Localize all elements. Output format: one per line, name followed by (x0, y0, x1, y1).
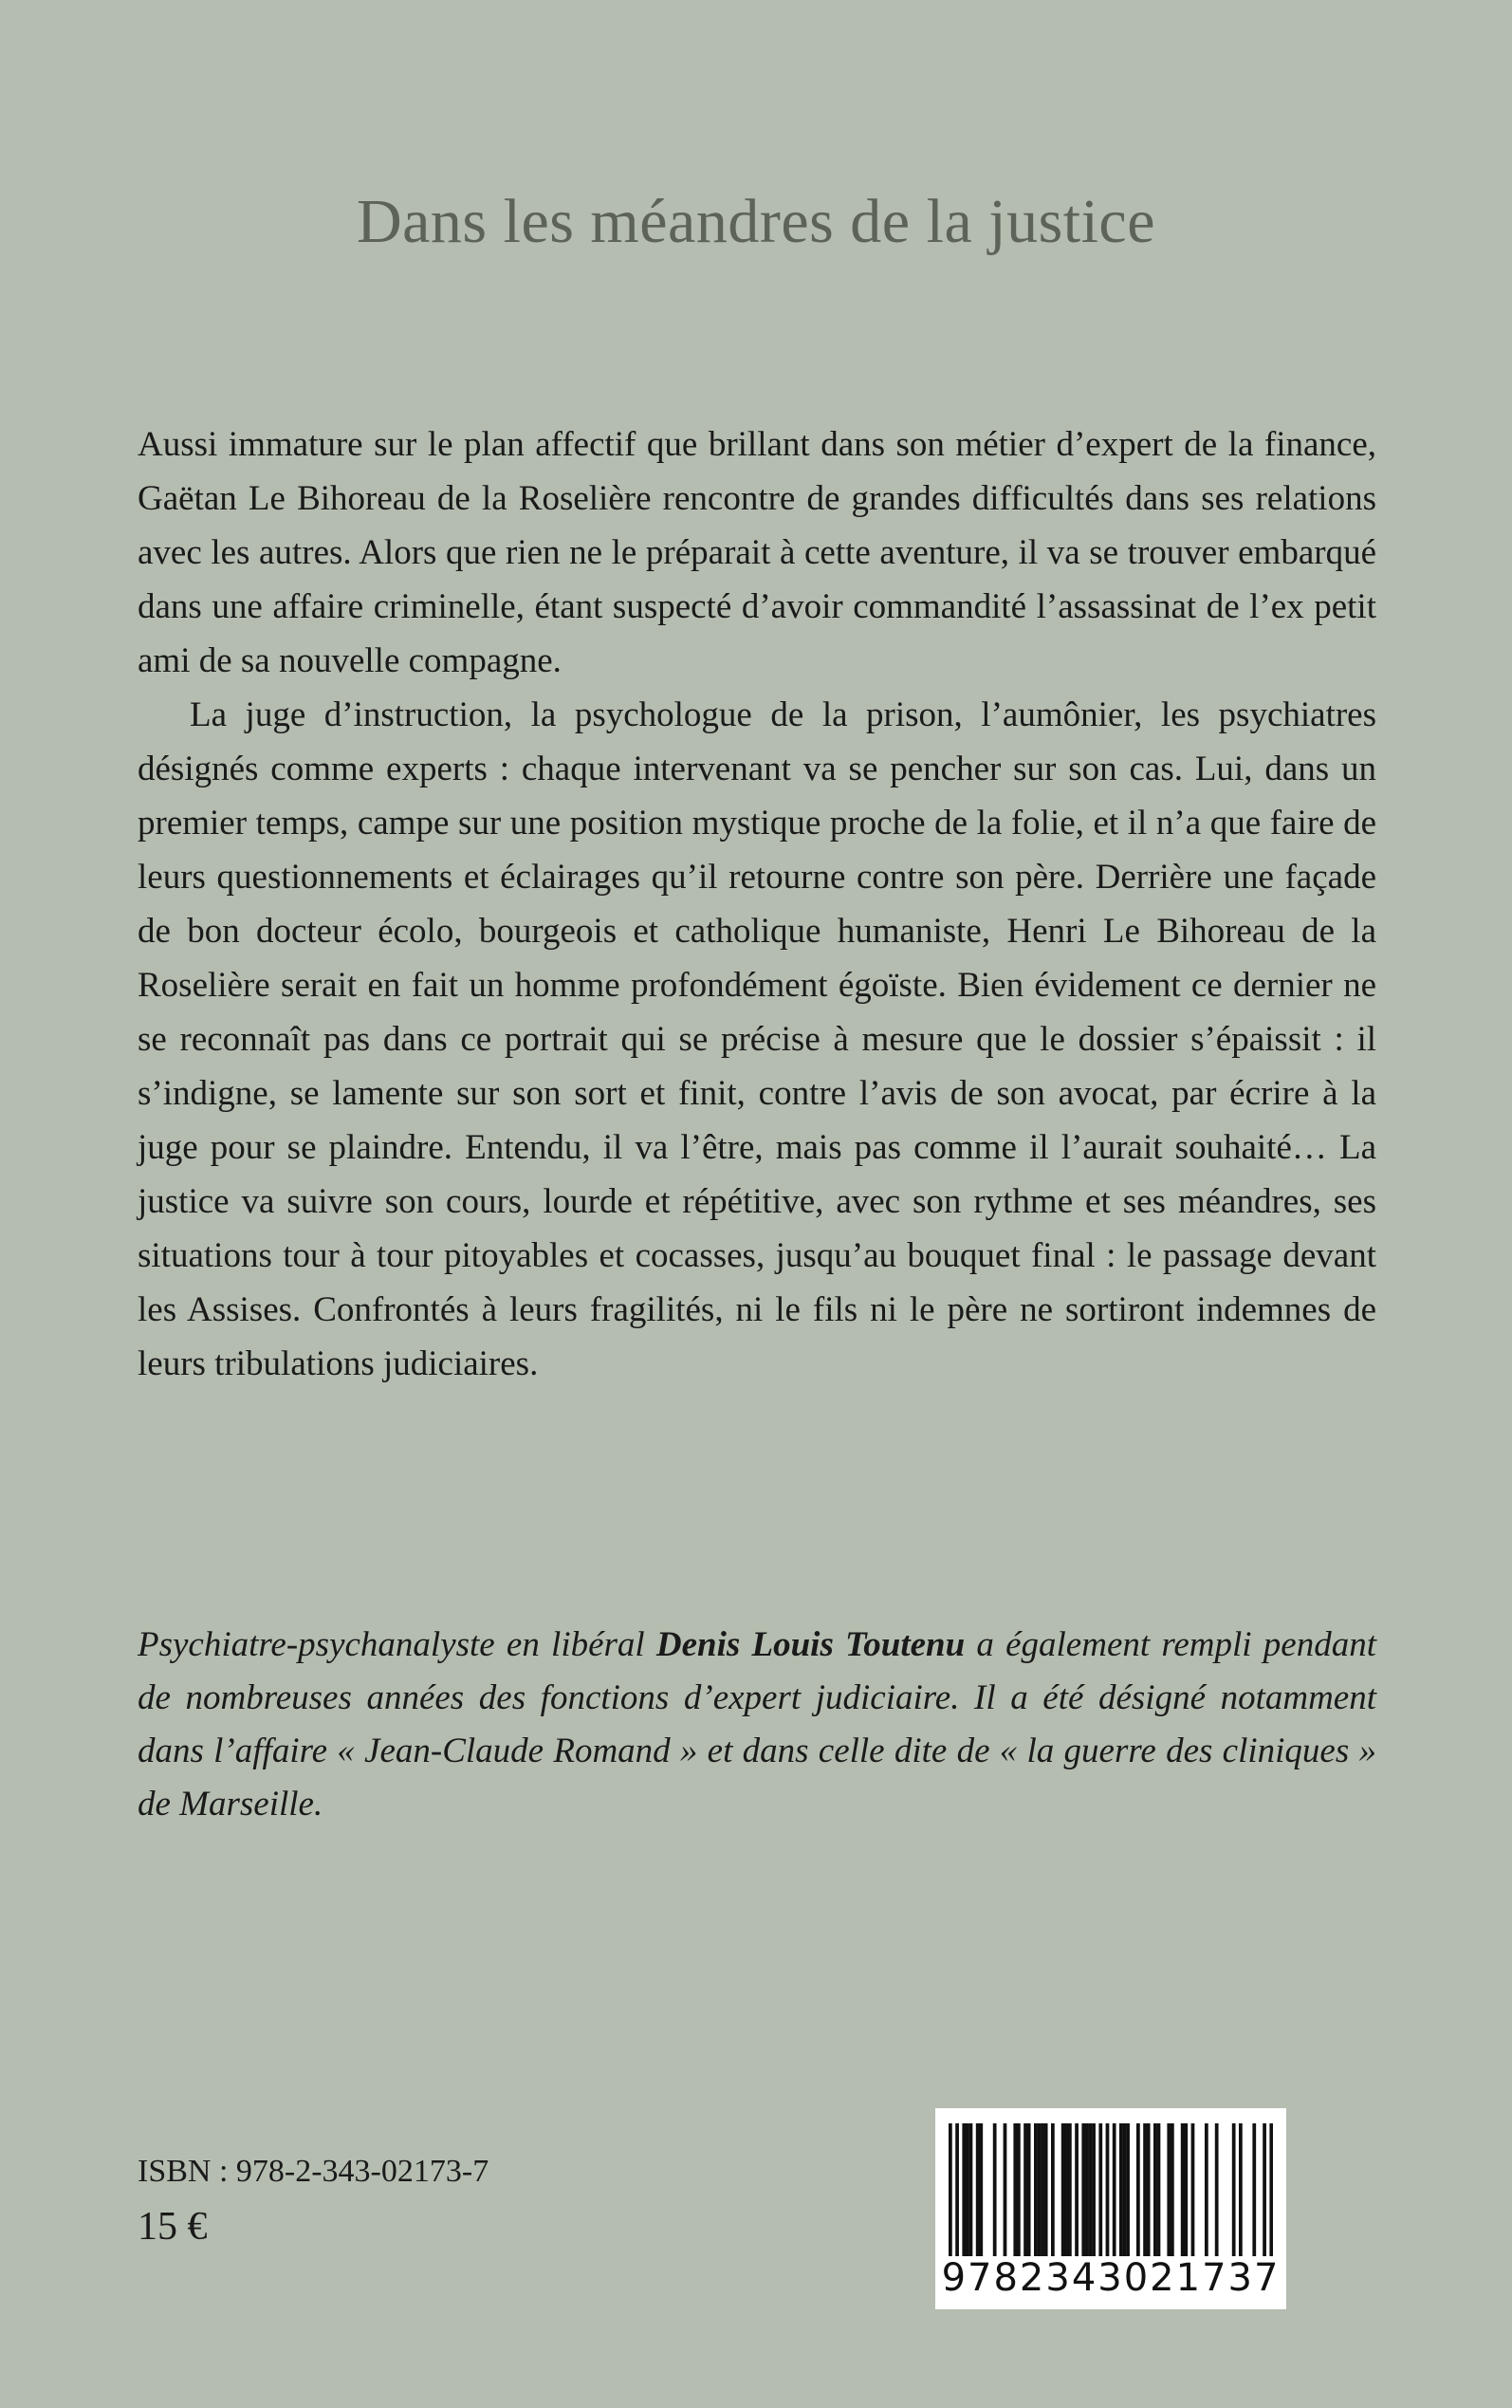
barcode-bar (1068, 2123, 1072, 2256)
barcode-bar (1041, 2123, 1044, 2256)
barcode-bar (962, 2123, 966, 2256)
barcode-bar (1038, 2123, 1042, 2256)
barcode-bar (1126, 2123, 1130, 2256)
barcode-bar (1232, 2123, 1236, 2256)
bio-rest: a également rempli pendant de nombreuses années des fonctions d’expert judiciaire. Il a été désigné notamment dans l’affaire « Jean-Claude Romand » et dans celle dite de « la guerre des cliniques » de Marseille. (138, 1625, 1376, 1824)
barcode-bar (949, 2123, 952, 2256)
barcode-bar (1143, 2123, 1147, 2256)
barcode-bar (1263, 2123, 1266, 2256)
barcode-bar (979, 2123, 983, 2256)
barcode-bar (1044, 2123, 1048, 2256)
barcode-bar (1123, 2123, 1127, 2256)
synopsis-paragraph-2: La juge d’instruction, la psychologue de la prison, l’aumônier, les psychiatres désignés comme experts : chaque intervenant va se pencher sur son cas. Lui, dans un premier temps, campe sur une position mystique proche de la folie, et il n’a que faire de leurs questionnements et éclairages qu’il retourne contre son père. Derrière une façade de bon docteur écolo, bourgeois et catholique humaniste, Henri Le Bihoreau de la Roselière serait en fait un homme profondément égoïste. Bien évidement ce dernier ne se reconnaît pas dans ce portrait qui se précise à mesure que le dossier s’épaissit : il s’indigne, se lamente sur son sort et finit, contre l’avis de son avocat, par écrire à la juge pour se plaindre. Entendu, il va l’être, mais pas comme il l’aurait souhaité… La justice va suivre son cours, lourde et répétitive, avec son rythme et ses méandres, ses situations tour à tour pitoyables et cocasses, jusqu’au bouquet final : le passage devant les Assises. Confrontés à leurs fragilités, ni le fils ni le père ne sortiront indemnes de leurs tribulations judiciaires. (138, 695, 1376, 1383)
barcode (935, 2108, 1286, 2309)
author-name: Denis Louis Toutenu (655, 1625, 966, 1664)
barcode-bar (969, 2123, 973, 2256)
barcode-bar (1051, 2123, 1055, 2256)
barcode-bar (1153, 2123, 1157, 2256)
barcode-bar (1061, 2123, 1065, 2256)
barcode-bars (949, 2123, 1273, 2256)
barcode-bar (1136, 2123, 1140, 2256)
barcode-bar (1027, 2123, 1031, 2256)
barcode-bar (1089, 2123, 1093, 2256)
barcode-bar (993, 2123, 997, 2256)
barcode-bar (966, 2123, 969, 2256)
isbn-label: ISBN : 978-2-343-02173-7 (138, 2154, 489, 2189)
barcode-bar (1157, 2123, 1161, 2256)
author-bio (138, 1619, 1376, 1831)
synopsis-paragraph-1: Aussi immature sur le plan affectif que brillant dans son métier d’expert de la finance, Gaëtan Le Bihoreau de la Roselière rencontre de grandes difficultés dans ses relations avec les autres. Alors que rien ne le préparait à cette aventure, il va se trouver embarqué dans une affaire criminelle, étant suspecté d’avoir commandité l’assassinat de l’ex petit ami de sa nouvelle compagne. (138, 425, 1376, 680)
synopsis (138, 417, 1376, 1391)
barcode-bar (1167, 2123, 1171, 2256)
barcode-bar (1081, 2123, 1085, 2256)
barcode-bar (955, 2123, 959, 2256)
barcode-bar (1191, 2123, 1195, 2256)
barcode-bar (976, 2123, 980, 2256)
barcode-bar (1147, 2123, 1151, 2256)
book-title: Dans les méandres de la justice (356, 187, 1156, 256)
barcode-bar (1215, 2123, 1219, 2256)
barcode-bar (1239, 2123, 1243, 2256)
bio-prefix: Psychiatre-psychanalyste en libéral (138, 1625, 656, 1664)
barcode-bar (1181, 2123, 1185, 2256)
barcode-bar (1085, 2123, 1089, 2256)
barcode-bar (1171, 2123, 1174, 2256)
barcode-bar (1113, 2123, 1116, 2256)
price-label: 15 € (138, 2205, 208, 2249)
barcode-bar (1075, 2123, 1079, 2256)
barcode-bar (1004, 2123, 1007, 2256)
barcode-bar (1064, 2123, 1068, 2256)
barcode-bar (1106, 2123, 1110, 2256)
barcode-bar (1092, 2123, 1096, 2256)
barcode-bar (1098, 2123, 1102, 2256)
barcode-bar (1034, 2123, 1038, 2256)
barcode-bar (1023, 2123, 1027, 2256)
barcode-bar (1205, 2123, 1208, 2256)
barcode-bar (1017, 2123, 1021, 2256)
barcode-bar (1184, 2123, 1188, 2256)
barcode-bar (1013, 2123, 1017, 2256)
barcode-digits: 9782343021737 (941, 2256, 1281, 2300)
barcode-bar (1269, 2123, 1273, 2256)
barcode-bar (1119, 2123, 1123, 2256)
barcode-bar (1252, 2123, 1256, 2256)
